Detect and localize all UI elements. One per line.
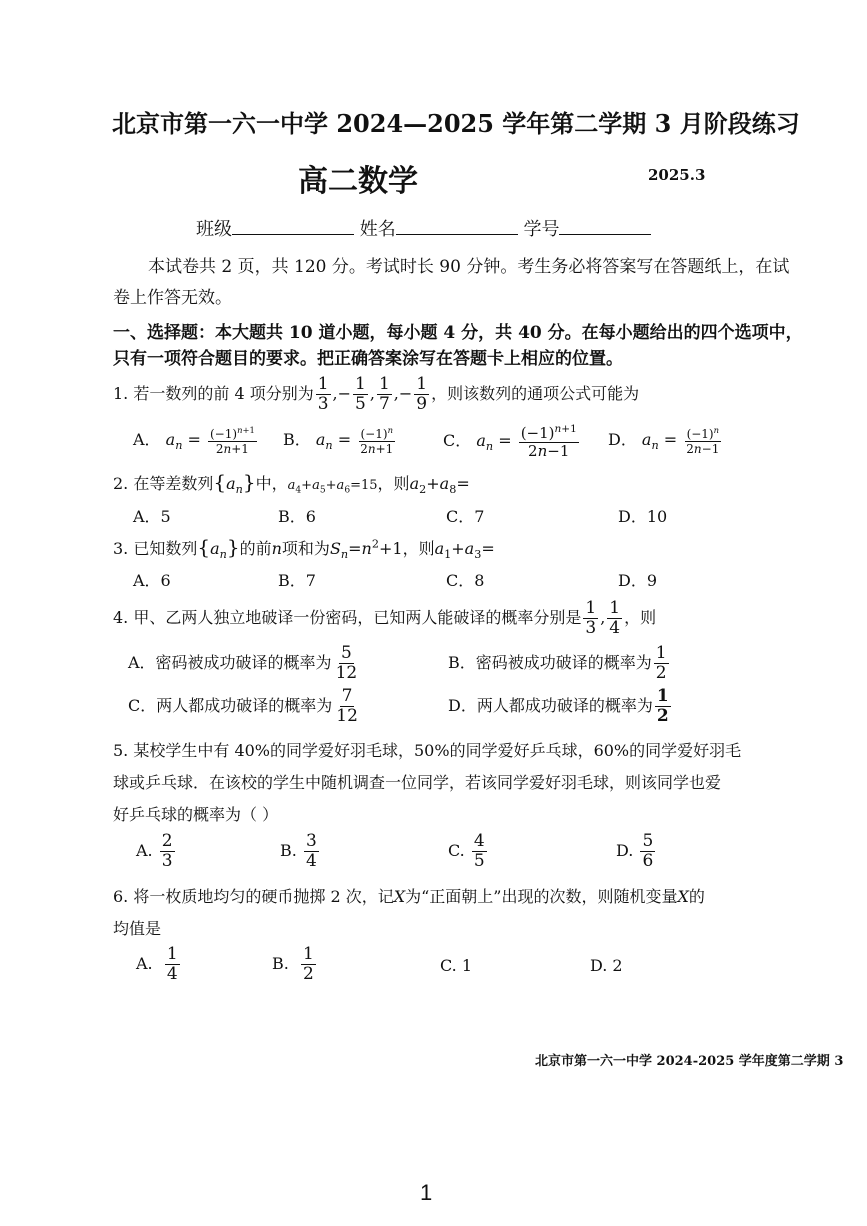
q5-option-c[interactable]: C. $\frac{4}{5}$	[448, 831, 485, 871]
q4-option-d-text: D．两人都成功破译的概率为	[448, 696, 653, 715]
q5-option-b[interactable]: B. $\frac{3}{4}$	[280, 831, 317, 871]
subject-title: 高二数学	[298, 164, 418, 199]
question-1: 1. 若一数列的前 4 项分别为 $\frac{1}{3}$ ,− $\frac{1}{5}$ , $\frac{1}{7}$ ,− $\frac{1}{9}$ ，则该数列的通项公式可能为	[113, 374, 640, 414]
q1-option-d[interactable]: D． $a_n$ = $\frac{(-1)^n}{2n-1}$	[608, 425, 720, 456]
name-label: 姓名	[359, 219, 396, 240]
q1-text-b: ，则该数列的通项公式可能为	[431, 384, 640, 403]
q6-text-a: 6. 将一枚质地均匀的硬币抛掷 2 次，记	[113, 887, 394, 906]
intro-line-1: 本试卷共 2 页，共 120 分。考试时长 90 分钟。考生务必将答案写在答题纸上，在试	[148, 257, 790, 277]
section-heading-line-1: 一、选择题：本大题共 10 道小题，每小题 4 分，共 40 分。在每小题给出的四个选项中，	[113, 323, 803, 343]
q2-option-d[interactable]: D．10	[618, 507, 668, 526]
q3-text-d: ，则	[402, 539, 435, 558]
q1-text-a: 1. 若一数列的前 4 项分别为	[113, 384, 314, 403]
q3-option-d[interactable]: D．9	[618, 571, 658, 590]
q6-text-b: 为“正面朝上”出现的次数，则随机变量	[405, 887, 678, 906]
question-4: 4. 甲、乙两人独立地破译一份密码，已知两人能破译的概率分别是 $\frac{1}{3}$ , $\frac{1}{4}$ ，则	[113, 598, 657, 638]
section-heading-line-2: 只有一项符合题目的要求。把正确答案涂写在答题卡上相应的位置。	[113, 349, 623, 369]
q2-option-c[interactable]: C．7	[446, 507, 485, 526]
q3-option-b[interactable]: B．7	[278, 571, 316, 590]
student-info-row	[196, 215, 651, 241]
class-field[interactable]	[232, 220, 354, 235]
q4-option-a-text: A．密码被成功破译的概率为	[128, 653, 332, 672]
q1-option-c[interactable]: C． $a_n$ = $\frac{(-1)^{n+1}}{2n-1}$	[443, 423, 577, 460]
q4-option-c[interactable]: C．两人都成功破译的概率为 $\frac{7}{12}$	[128, 686, 358, 726]
page-number: 1	[420, 1180, 433, 1205]
q6-line-1: 6. 将一枚质地均匀的硬币抛掷 2 次，记X为“正面朝上”出现的次数，则随机变量X的	[113, 887, 705, 906]
q1-seq-term-4: $\frac{1}{9}$	[416, 374, 428, 414]
id-field[interactable]	[559, 220, 651, 235]
q2-text-a: 2. 在等差数列	[113, 474, 214, 493]
intro-line-2: 卷上作答无效。	[113, 288, 232, 308]
q4-option-b-text: B．密码被成功破译的概率为	[448, 653, 652, 672]
q5-option-d[interactable]: D. $\frac{5}{6}$	[616, 831, 654, 871]
question-3: 3. 已知数列$\{a_n\}$的前n项和为$S_n=n^2+1$，则$a_1+a_3=$	[113, 535, 495, 562]
q4-option-a[interactable]: A．密码被成功破译的概率为 $\frac{5}{12}$	[128, 643, 358, 683]
name-field[interactable]	[396, 220, 518, 235]
q3-option-c[interactable]: C．8	[446, 571, 485, 590]
q2-option-a[interactable]: A．5	[133, 507, 171, 526]
q6-option-c[interactable]: C. 1	[440, 956, 473, 975]
q3-text-b: 的前	[239, 539, 272, 558]
q6-option-b[interactable]: B. $\frac{1}{2}$	[272, 944, 314, 984]
q5-line-1: 5. 某校学生中有 40%的同学爱好羽毛球，50%的同学爱好乒乓球，60%的同学爱好羽毛	[113, 741, 742, 760]
q5-line-3: 好乒乓球的概率为（ ）	[113, 805, 279, 824]
q4-option-b[interactable]: B．密码被成功破译的概率为 $\frac{1}{2}$	[448, 643, 667, 683]
q5-option-a[interactable]: A. $\frac{2}{3}$	[136, 831, 173, 871]
q1-seq-term-1: $\frac{1}{3}$	[317, 374, 329, 414]
q6-option-d[interactable]: D. 2	[590, 956, 623, 975]
q4-text-end: ，则	[624, 608, 657, 627]
class-label: 班级	[196, 219, 232, 240]
q6-text-c: 的	[688, 887, 705, 906]
exam-date: 2025.3	[648, 166, 706, 184]
q1-seq-term-2: $\frac{1}{5}$	[355, 374, 366, 414]
q6-option-a[interactable]: A. $\frac{1}{4}$	[136, 944, 178, 984]
q2-option-b[interactable]: B．6	[278, 507, 316, 526]
q1-seq-term-3: $\frac{1}{7}$	[378, 374, 390, 414]
id-label: 学号	[523, 219, 560, 240]
running-footer: 北京市第一六一中学 2024-2025 学年度第二学期 3	[535, 1054, 844, 1069]
q1-option-b[interactable]: B． $a_n$ = $\frac{(-1)^n}{2n+1}$	[283, 425, 394, 456]
q4-option-d[interactable]: D．两人都成功破译的概率为 $\frac{1}{2}$	[448, 686, 669, 726]
q6-line-2: 均值是	[113, 919, 162, 938]
q3-text-c: 项和为	[281, 539, 330, 558]
q3-text-a: 3. 已知数列	[113, 539, 198, 558]
q4-option-c-text: C．两人都成功破译的概率为	[128, 696, 333, 715]
question-2: 2. 在等差数列$\{a_n\}$中，$a_4+a_5+a_6=15$，则$a_2+a_8=$	[113, 470, 470, 497]
q1-option-a[interactable]: A． $a_n$ = $\frac{(-1)^{n+1}}{2n+1}$	[133, 425, 255, 456]
q3-option-a[interactable]: A．6	[133, 571, 171, 590]
exam-title: 北京市第一六一中学 2024—2025 学年第二学期 3 月阶段练习	[112, 109, 800, 138]
q4-text: 4. 甲、乙两人独立地破译一份密码，已知两人能破译的概率分别是	[113, 608, 582, 627]
q2-text-b: 中，	[255, 474, 288, 493]
q2-text-c: ，则	[377, 474, 410, 493]
q5-line-2: 球或乒乓球．在该校的学生中随机调查一位同学，若该同学爱好羽毛球，则该同学也爱	[113, 773, 722, 792]
